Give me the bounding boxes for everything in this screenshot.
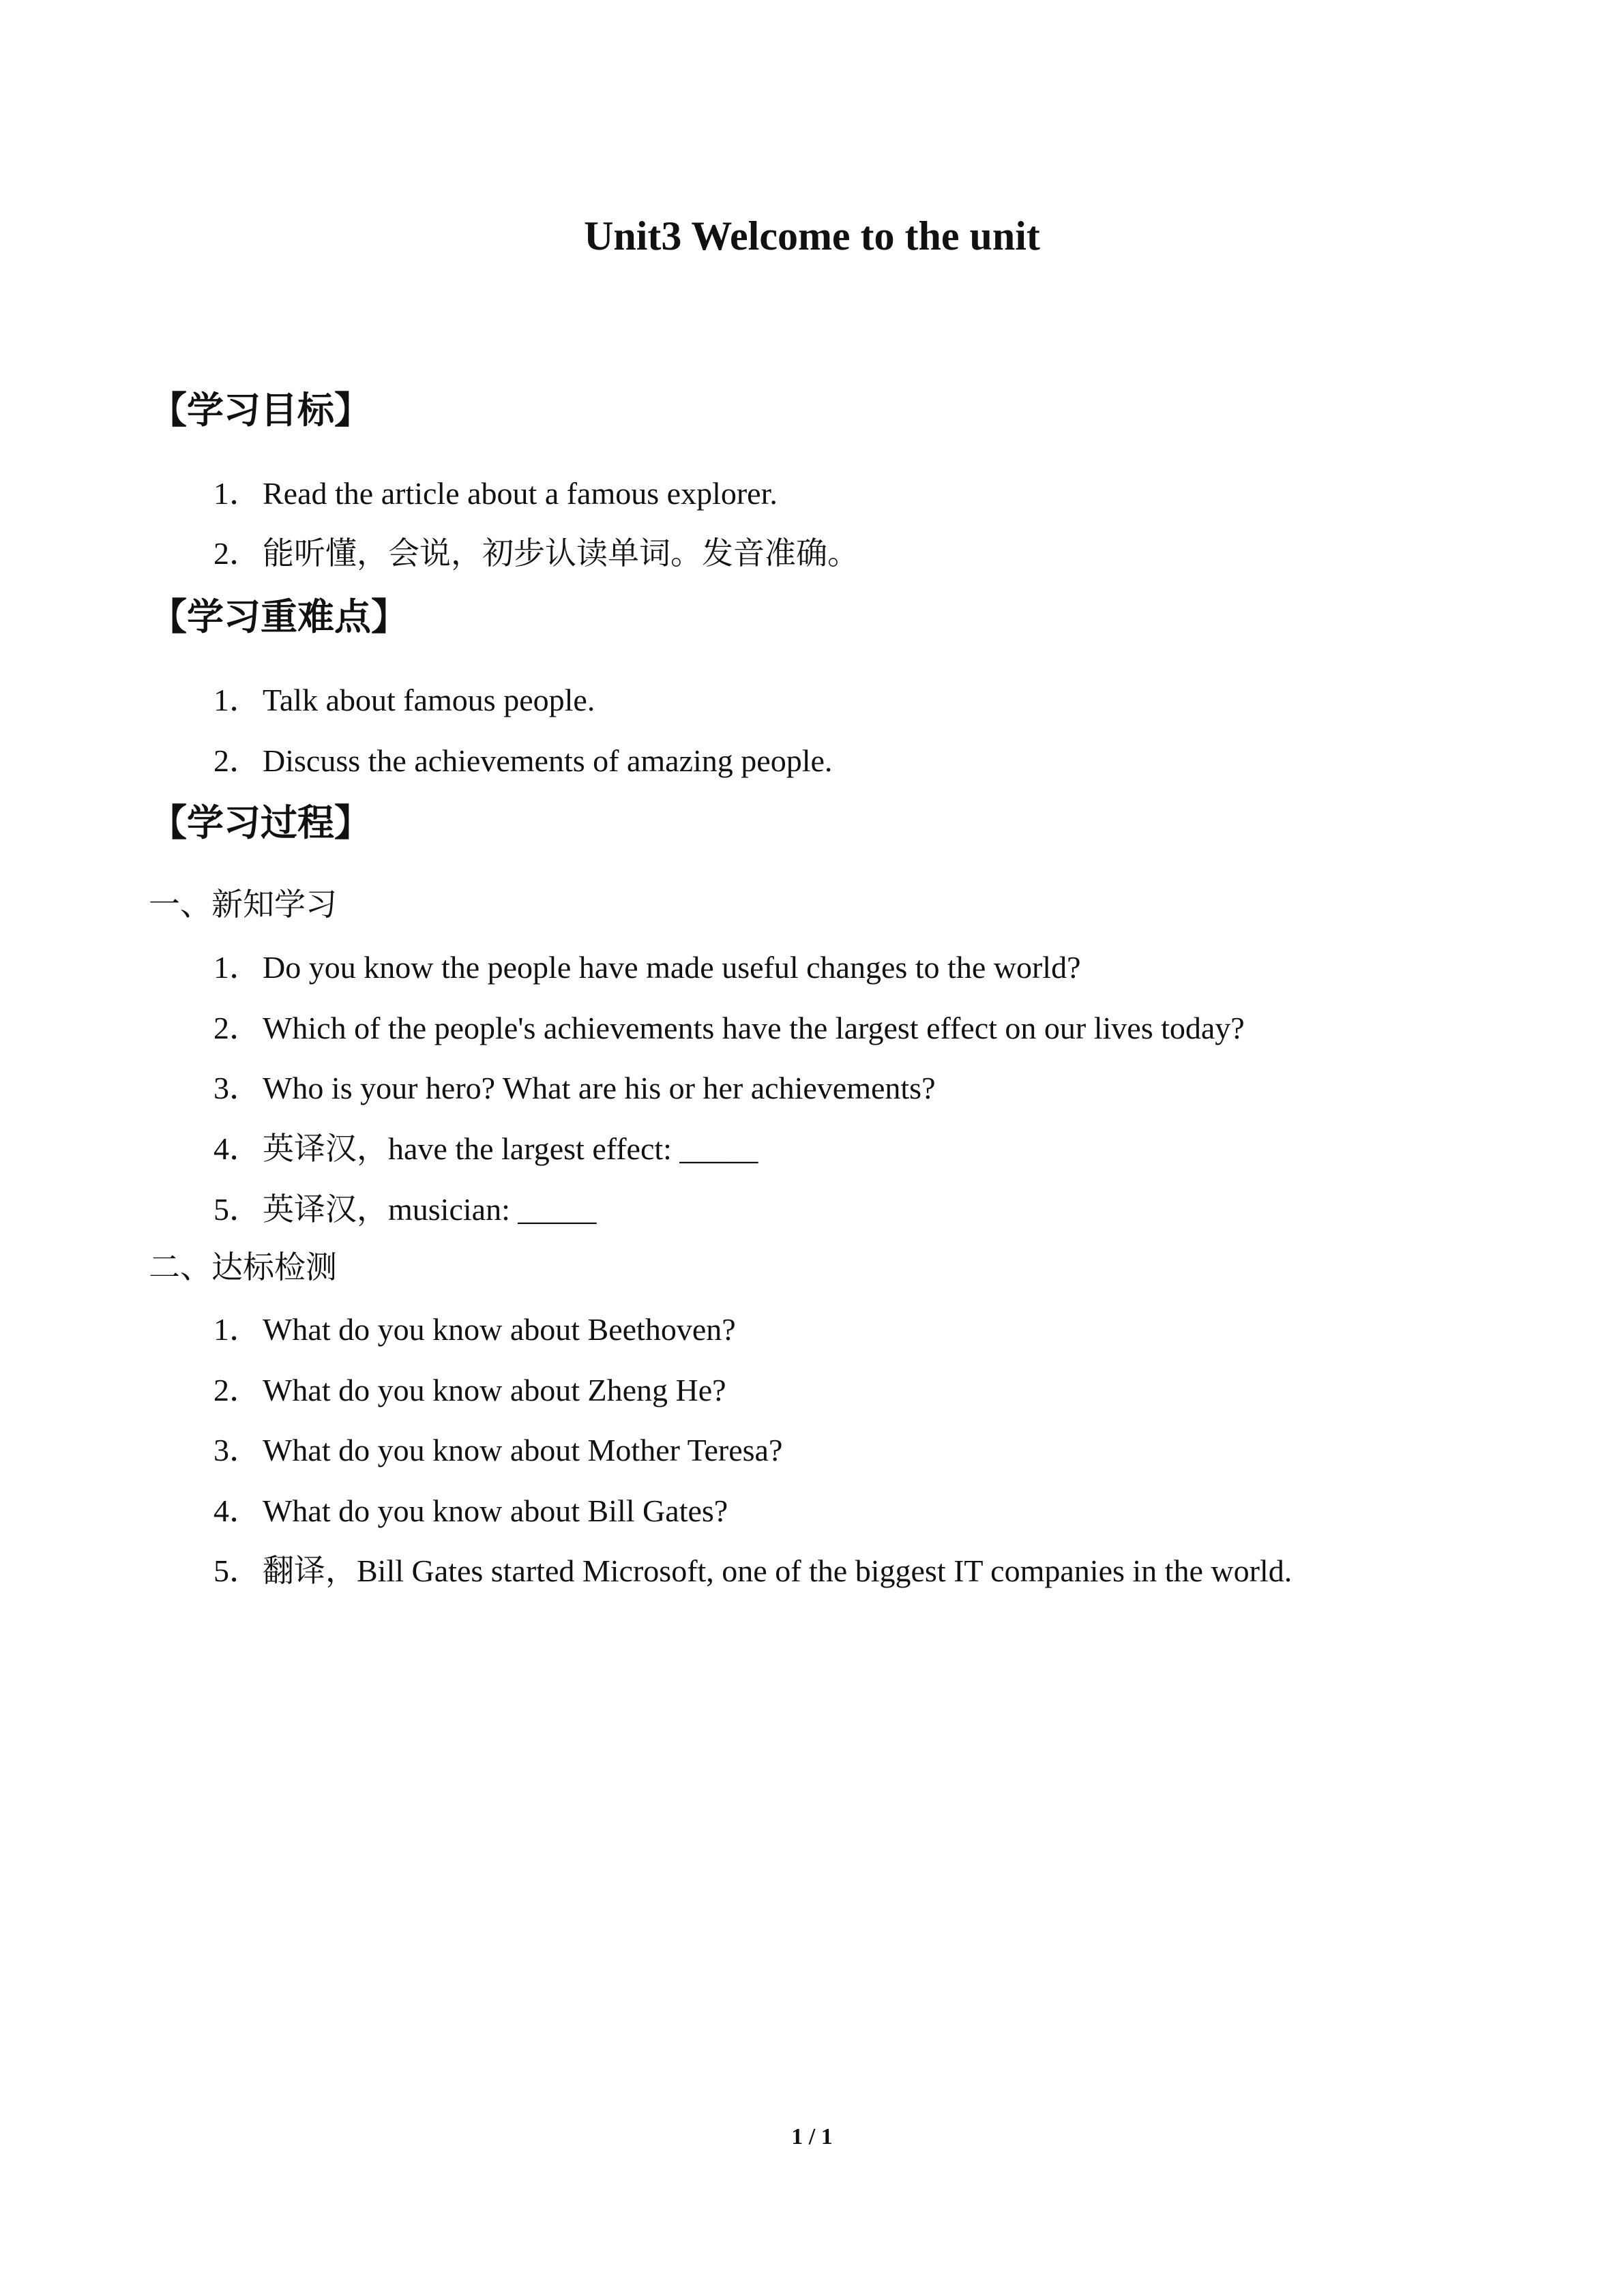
section-heading-goals: 【学习目标】 [150, 389, 371, 432]
goals-item-2 [213, 533, 859, 574]
part2-item-4 [213, 1491, 728, 1532]
item-number: 2． [213, 1011, 261, 1045]
part2-item-5 [213, 1551, 1292, 1592]
goals-item-1 [213, 473, 778, 514]
item-number: 1． [213, 1312, 261, 1347]
part2-item-1 [213, 1309, 736, 1350]
item-number: 5． [213, 1192, 261, 1227]
process-part1-label: 一、新知学习 [149, 887, 337, 922]
item-text: What do you know about Mother Teresa? [263, 1433, 783, 1467]
part1-item-2 [213, 1008, 1245, 1049]
key-points-item-1 [213, 680, 595, 721]
item-number: 1． [213, 683, 261, 717]
part1-item-5 [213, 1189, 596, 1230]
item-number: 1． [213, 476, 261, 511]
item-number: 3． [213, 1433, 261, 1467]
part1-item-1 [213, 947, 1080, 988]
item-text: What do you know about Beethoven? [263, 1312, 736, 1347]
part2-item-2 [213, 1370, 726, 1411]
part1-item-4 [213, 1129, 758, 1169]
item-text: 能听懂，会说，初步认读单词。发音准确。 [263, 536, 859, 571]
item-text: What do you know about Bill Gates? [263, 1493, 728, 1528]
section-heading-key-points: 【学习重难点】 [150, 595, 408, 638]
item-number: 1． [213, 950, 261, 985]
item-text: Which of the people's achievements have the largest effect on our lives today? [263, 1011, 1245, 1045]
item-text: What do you know about Zheng He? [263, 1373, 726, 1407]
item-number: 5． [213, 1553, 261, 1588]
item-text: Do you know the people have made useful changes to the world? [263, 950, 1081, 985]
item-text: Talk about famous people. [263, 683, 595, 717]
item-text: 英译汉，have the largest effect: _____ [263, 1131, 758, 1166]
item-text: Discuss the achievements of amazing people. [263, 743, 833, 778]
item-number: 3． [213, 1071, 261, 1105]
process-part2-label: 二、达标检测 [149, 1250, 337, 1285]
page-title: Unit3 Welcome to the unit [584, 213, 1040, 258]
part2-item-3 [213, 1430, 782, 1471]
section-heading-process: 【学习过程】 [150, 801, 371, 844]
item-number: 4． [213, 1131, 261, 1166]
item-text: Who is your hero? What are his or her achievements? [263, 1071, 936, 1105]
item-number: 2． [213, 1373, 261, 1407]
item-text: 英译汉，musician: _____ [263, 1192, 597, 1227]
item-text: 翻译，Bill Gates started Microsoft, one of the biggest IT companies in the world. [263, 1553, 1293, 1588]
item-text: Read the article about a famous explorer. [263, 476, 778, 511]
key-points-item-2 [213, 741, 832, 781]
item-number: 2． [213, 743, 261, 778]
item-number: 4． [213, 1493, 261, 1528]
item-number: 2． [213, 536, 261, 571]
page-number: 1 / 1 [791, 2124, 833, 2149]
part1-item-3 [213, 1068, 935, 1109]
